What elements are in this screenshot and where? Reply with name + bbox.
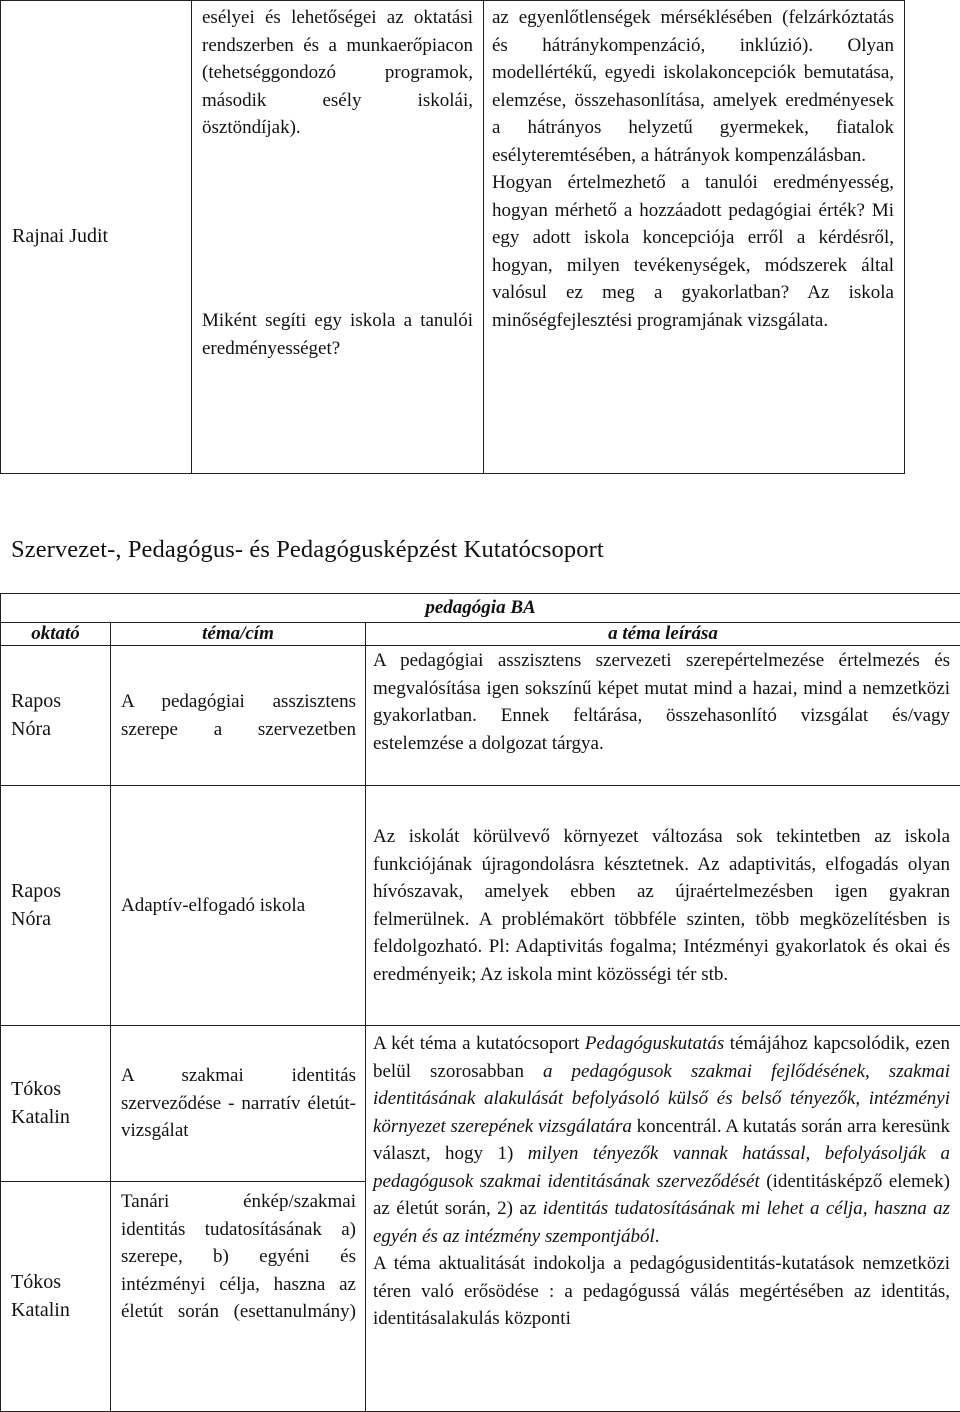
topic-title: Tanári énkép/szakmai identitás tudatosításának a) szerepe, b) egyéni és intézményi célja, haszna az életút során (esettanulmány) bbox=[121, 1191, 356, 1322]
top-table bbox=[0, 0, 905, 474]
teacher-name: Tókos Katalin bbox=[11, 1271, 70, 1321]
description-questions: Hogyan értelmezhető a tanulói eredményesség, hogyan mérhető a hozzáadott pedagógiai érték? Mi egy adott iskola koncepciója erről a kérdésről, hogyan, milyen tevékenységek, módszerek által valósul ez meg a gyakorlatban? Az iskola minőségfejlesztési programjának vizsgálata. bbox=[492, 169, 894, 334]
name-cell bbox=[1, 1, 192, 474]
desc-text: A két téma a kutatócsoport bbox=[373, 1033, 585, 1054]
shared-description-second-paragraph: A téma aktualitását indokolja a pedagógusidentitás-kutatások nemzetközi téren való erősödése : a pedagógussá válás megértésében az identitás, identitásalakulás központi bbox=[373, 1250, 950, 1333]
topic-cell bbox=[192, 1, 484, 474]
teacher-name: Tókos Katalin bbox=[11, 1078, 70, 1128]
topic-title: A szakmai identitás szerveződése - narratív életút-vizsgálat bbox=[121, 1065, 356, 1141]
topic-cell bbox=[111, 786, 366, 1026]
desc-text: témájához kapcsolódik, ezen belül szorosabban bbox=[373, 1033, 950, 1082]
desc-text: koncentrál. A kutatás során arra keresünk választ, hogy 1) bbox=[373, 1116, 950, 1165]
topic-title: A pedagógiai asszisztens szerepe a szervezetben bbox=[121, 691, 356, 740]
shared-description bbox=[373, 1030, 950, 1250]
desc-emphasis: Pedagóguskutatás bbox=[585, 1033, 724, 1054]
teacher-cell bbox=[1, 646, 111, 786]
teacher-name: Rapos Nóra bbox=[11, 880, 61, 930]
topic-description: A pedagógiai asszisztens szervezeti szerepértelmezése értelmezés és megvalósítása igen sokszínű képet mutat mind a hazai, mind a nemzetközi gyakorlatban. Ennek feltárása, összehasonlító vizsgálat és/vagy estelemzése a dolgozat tárgya. bbox=[373, 650, 950, 754]
topic-continuation: esélyei és lehetőségei az oktatási rendszerben és a munkaerőpiacon (tehetséggondozó programok, második esély iskolái, ösztöndíjak). bbox=[202, 4, 473, 307]
research-topics-table bbox=[0, 593, 960, 1412]
teacher-name: Rajnai Judit bbox=[12, 225, 108, 247]
shared-description-cell bbox=[366, 1026, 960, 1412]
teacher-cell bbox=[1, 786, 111, 1026]
topic-title: Adaptív-elfogadó iskola bbox=[121, 895, 305, 916]
topic-description: Az iskolát körülvevő környezet változása sok tekintetben az iskola funkciójának újragondolásra késztetnek. Az adaptivitás, elfogadás olyan hívószavak, amelyek ebben az újraértelmezésben igen gyakran felmerülnek. A problémakört többféle szinten, több megközelítésben is feldolgozható. Pl: Adaptivitás fogalma; Intézményi gyakorlatok és okai és eredményeik; Az iskola mint közösségi tér stb. bbox=[373, 826, 950, 985]
teacher-cell bbox=[1, 1026, 111, 1182]
desc-emphasis: a pedagógusok szakmai fejlődésének, szakmai identitásának alakulását befolyásoló külső és belső tényezők, intézményi környezet szerepének vizsgálatára bbox=[373, 1061, 950, 1137]
topic-cell bbox=[111, 1182, 366, 1412]
desc-text: (identitásképző elemek) az életút során, 2) az bbox=[373, 1171, 950, 1220]
description-cell bbox=[484, 1, 905, 474]
section-title: Szervezet-, Pedagógus- és Pedagógusképzést Kutatócsoport bbox=[11, 534, 604, 566]
description-cell bbox=[366, 786, 960, 1026]
desc-emphasis: identitás tudatosításának mi lehet a célja, haszna az egyén és az intézmény szempontjából bbox=[373, 1198, 950, 1247]
table-row bbox=[1, 646, 960, 786]
description-continuation: az egyenlőtlenségek mérséklésében (felzárkóztatás és hátránykompenzáció, inklúzió). Olyan modellértékű, egyedi iskolakoncepciók bemutatása, elemzése, összehasonlítása, amelyek eredményesek a hátrányos helyzetű gyermekek, fiatalok esélyteremtésében, a hátrányok kompenzálásban. bbox=[492, 4, 894, 169]
table-row bbox=[1, 1026, 960, 1182]
description-cell bbox=[366, 646, 960, 786]
program-name: pedagógia BA bbox=[425, 597, 535, 618]
desc-text: . bbox=[655, 1226, 660, 1247]
table-row bbox=[1, 786, 960, 1026]
header-description: a téma leírása bbox=[366, 623, 960, 646]
header-teacher: oktató bbox=[1, 623, 111, 646]
topic-title: Miként segíti egy iskola a tanulói eredményességet? bbox=[202, 307, 473, 362]
program-header bbox=[1, 594, 960, 623]
desc-emphasis: milyen tényezők vannak hatással, befolyásolják a pedagógusok szakmai identitásának szerveződését bbox=[373, 1143, 950, 1192]
teacher-cell bbox=[1, 1182, 111, 1412]
teacher-name: Rapos Nóra bbox=[11, 690, 61, 740]
topic-cell bbox=[111, 646, 366, 786]
header-topic: téma/cím bbox=[111, 623, 366, 646]
topic-cell bbox=[111, 1026, 366, 1182]
